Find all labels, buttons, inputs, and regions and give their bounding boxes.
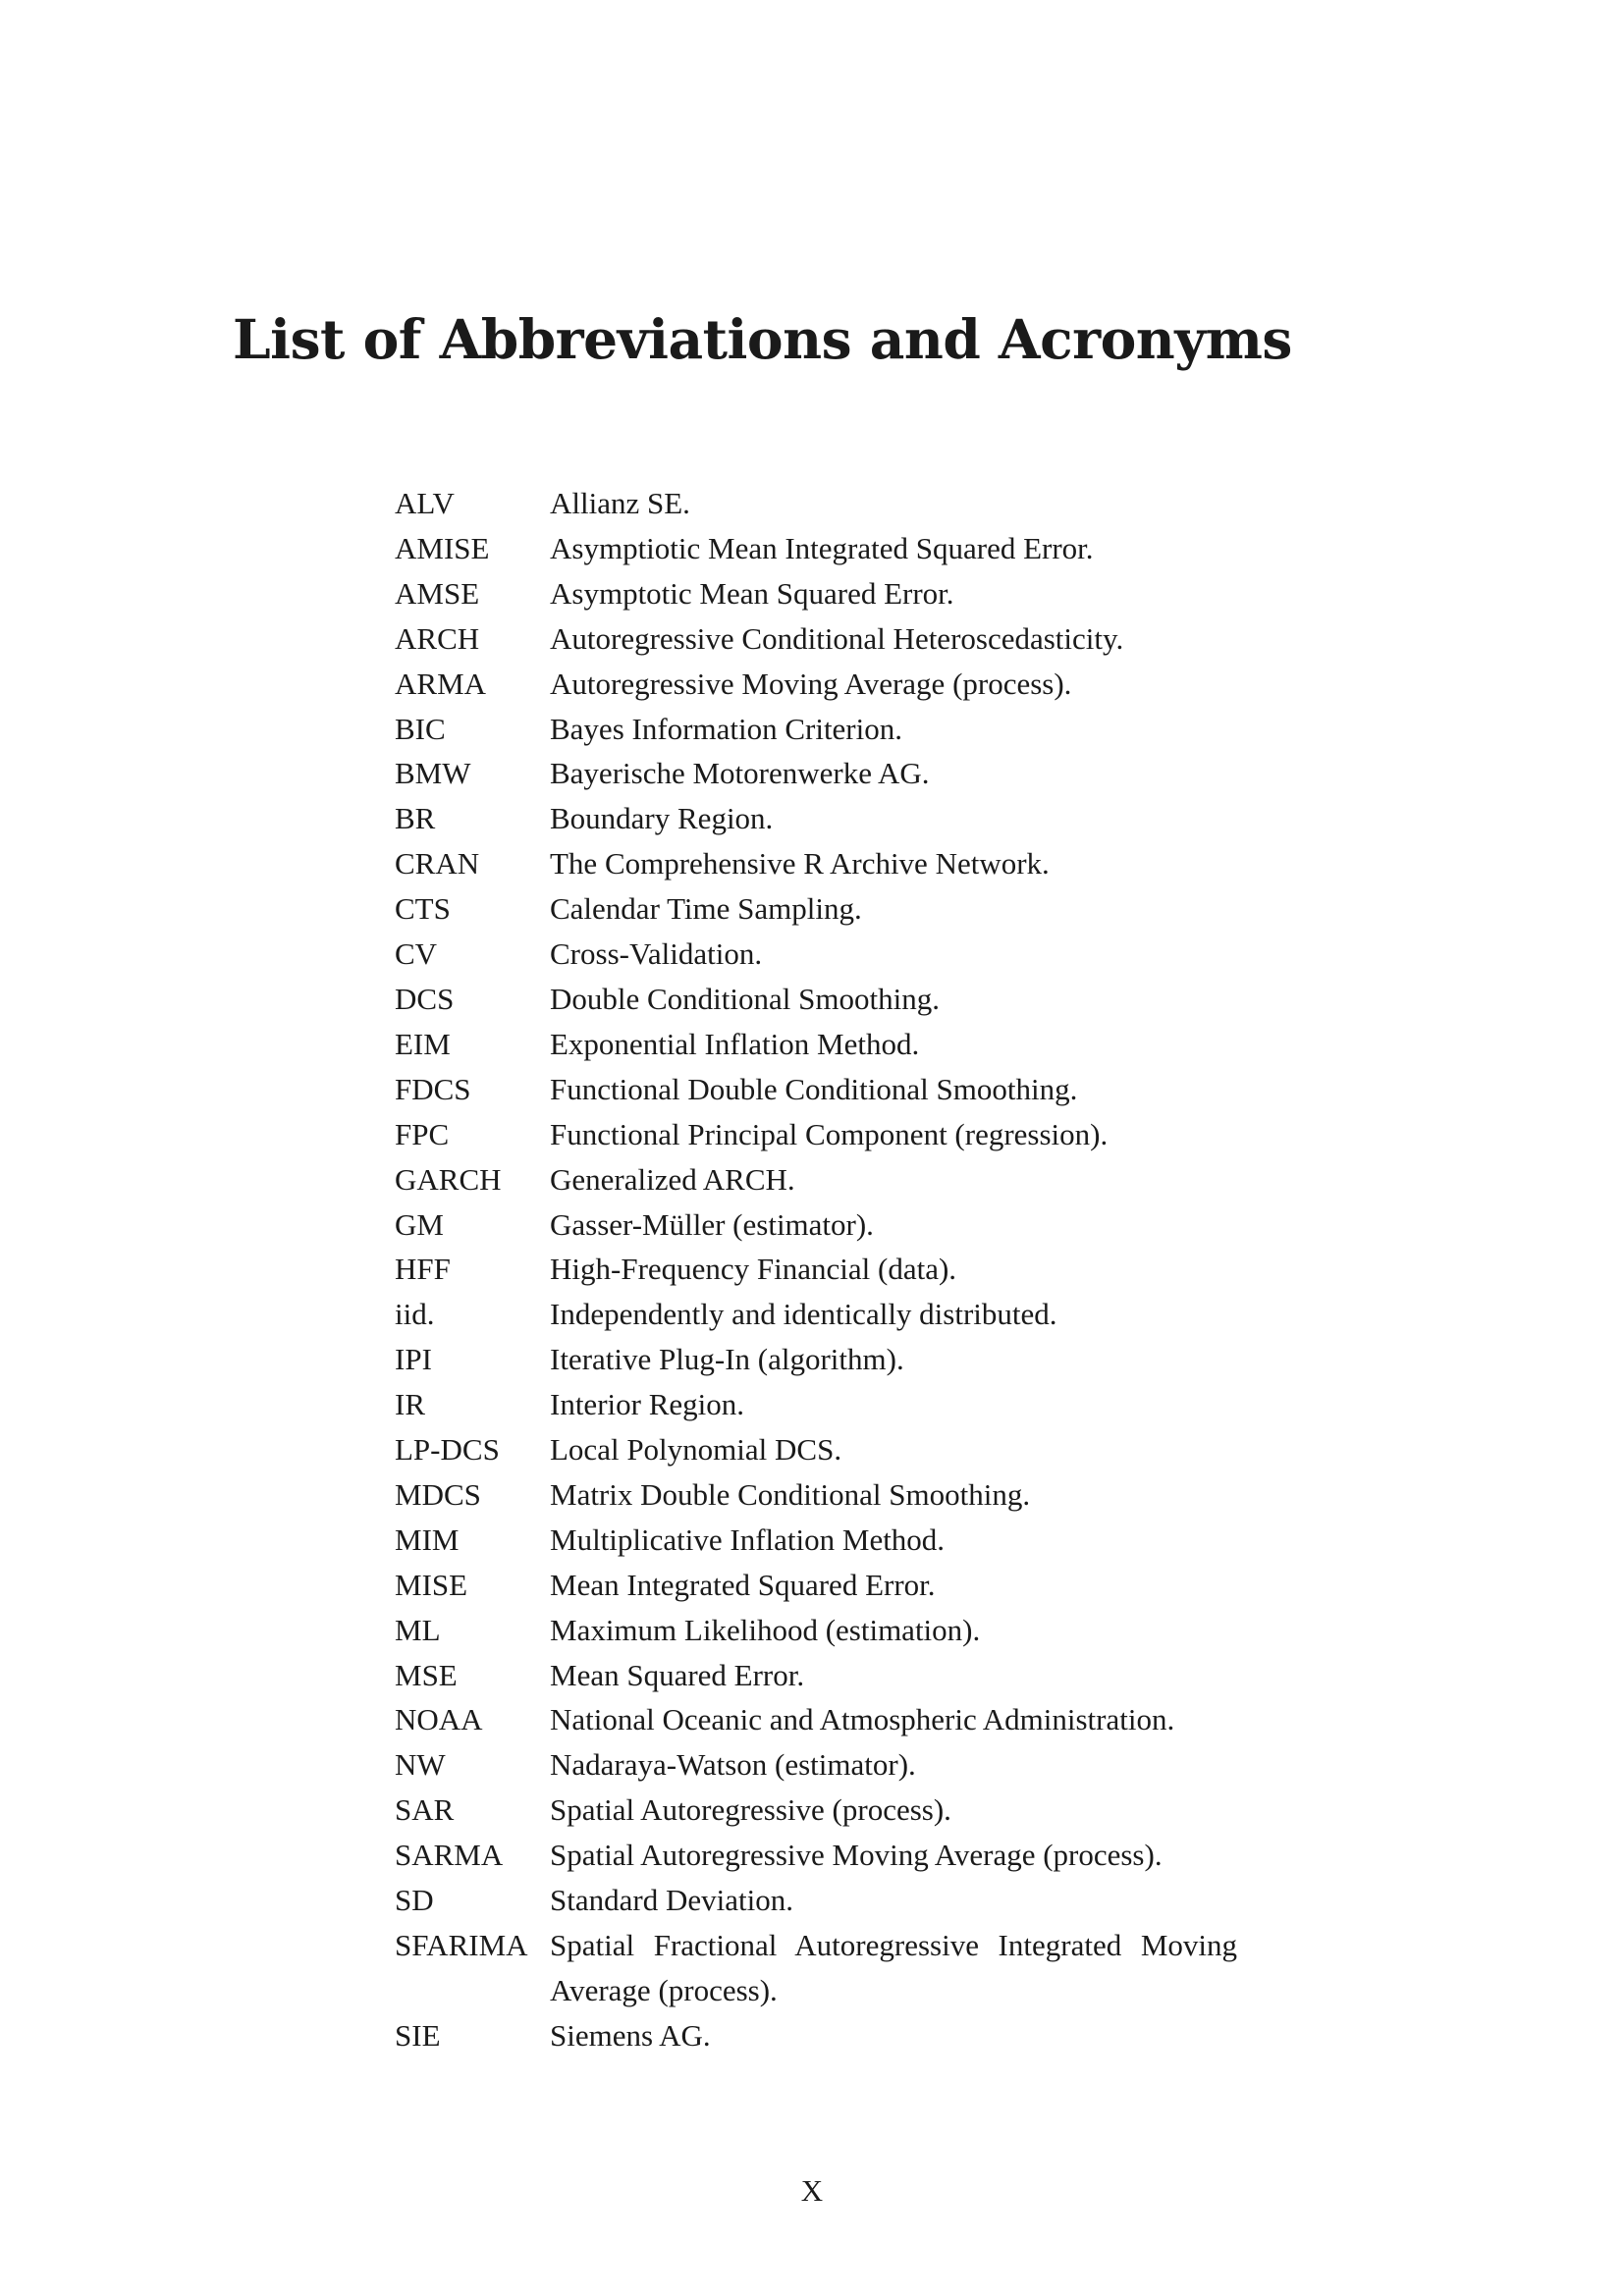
abbreviation-definition: Allianz SE.	[550, 486, 690, 520]
abbreviation-definition: Spatial Fractional Autoregressive Integrated Moving Average (process).	[550, 1928, 1237, 2007]
abbreviation-term: EIM	[395, 1026, 451, 1061]
abbreviation-row	[395, 1202, 1278, 1248]
abbreviation-term: iid.	[395, 1297, 435, 1332]
abbreviation-term: IPI	[395, 1342, 432, 1377]
abbreviation-row	[395, 1697, 1278, 1742]
abbreviation-row	[395, 662, 1278, 707]
abbreviation-row	[395, 481, 1278, 526]
abbreviation-term: ML	[395, 1612, 441, 1647]
abbreviation-row	[395, 707, 1278, 752]
abbreviation-row	[395, 1923, 1278, 2013]
abbreviation-definition: Siemens AG.	[550, 2017, 711, 2053]
abbreviation-definition: Autoregressive Moving Average (process).	[550, 666, 1072, 701]
abbreviation-term: SIE	[395, 2017, 441, 2053]
abbreviation-term: LP-DCS	[395, 1432, 500, 1468]
abbreviation-term: ARMA	[395, 666, 487, 701]
abbreviation-row	[395, 616, 1278, 662]
abbreviation-term: MDCS	[395, 1476, 481, 1512]
abbreviation-definition: Mean Squared Error.	[550, 1657, 805, 1692]
abbreviation-term: AMSE	[395, 575, 480, 611]
abbreviation-row	[395, 1653, 1278, 1698]
abbreviation-term: ARCH	[395, 620, 480, 656]
abbreviation-term: BR	[395, 801, 436, 836]
abbreviation-definition: Mean Integrated Squared Error.	[550, 1567, 936, 1602]
abbreviation-row	[395, 1112, 1278, 1157]
abbreviation-row	[395, 1337, 1278, 1382]
abbreviation-list	[395, 481, 1278, 2058]
abbreviation-row	[395, 1427, 1278, 1472]
abbreviation-row	[395, 977, 1278, 1022]
abbreviation-definition: Multiplicative Inflation Method.	[550, 1522, 946, 1557]
abbreviation-definition: Iterative Plug-In (algorithm).	[550, 1342, 904, 1377]
abbreviation-term: GARCH	[395, 1161, 502, 1197]
abbreviation-row	[395, 1247, 1278, 1292]
abbreviation-row	[395, 1157, 1278, 1202]
abbreviation-definition: High-Frequency Financial (data).	[550, 1252, 957, 1287]
abbreviation-definition: Boundary Region.	[550, 801, 774, 836]
abbreviation-row	[395, 1292, 1278, 1337]
abbreviation-term: AMISE	[395, 530, 490, 565]
abbreviation-definition: Functional Double Conditional Smoothing.	[550, 1071, 1078, 1106]
abbreviation-definition: Bayes Information Criterion.	[550, 711, 902, 746]
abbreviation-definition: Spatial Autoregressive (process).	[550, 1792, 951, 1828]
abbreviation-term: SFARIMA	[395, 1928, 528, 1962]
abbreviation-definition: Standard Deviation.	[550, 1883, 793, 1918]
abbreviation-term: SARMA	[395, 1838, 504, 1873]
abbreviation-term: IR	[395, 1387, 425, 1422]
abbreviation-definition: National Oceanic and Atmospheric Administration.	[550, 1702, 1175, 1737]
abbreviation-definition: Interior Region.	[550, 1387, 745, 1422]
abbreviation-term: GM	[395, 1206, 444, 1242]
abbreviation-row	[395, 1608, 1278, 1653]
abbreviation-term: SAR	[395, 1792, 455, 1828]
abbreviation-definition: Autoregressive Conditional Heteroscedasticity.	[550, 620, 1124, 656]
abbreviation-row	[395, 526, 1278, 571]
abbreviation-term: MISE	[395, 1567, 468, 1602]
abbreviation-row	[395, 796, 1278, 841]
abbreviation-row	[395, 1563, 1278, 1608]
abbreviation-row	[395, 1833, 1278, 1878]
abbreviation-definition: Bayerische Motorenwerke AG.	[550, 756, 930, 791]
abbreviation-term: CV	[395, 936, 438, 972]
abbreviation-term: NOAA	[395, 1702, 483, 1737]
abbreviation-row	[395, 1788, 1278, 1833]
abbreviation-row	[395, 1518, 1278, 1563]
abbreviation-term: ALV	[395, 486, 455, 520]
abbreviation-row	[395, 886, 1278, 932]
abbreviation-definition: Independently and identically distributed.	[550, 1297, 1057, 1332]
abbreviation-row	[395, 1382, 1278, 1427]
abbreviation-row	[395, 841, 1278, 886]
abbreviation-definition: Local Polynomial DCS.	[550, 1432, 842, 1468]
abbreviation-definition: Asymptiotic Mean Integrated Squared Error.	[550, 530, 1094, 565]
abbreviation-term: NW	[395, 1747, 446, 1783]
page-title: List of Abbreviations and Acronyms	[233, 307, 1292, 371]
abbreviation-row	[395, 932, 1278, 977]
abbreviation-term: CRAN	[395, 846, 480, 881]
abbreviation-row	[395, 2013, 1278, 2058]
abbreviation-term: MIM	[395, 1522, 460, 1557]
abbreviation-term: MSE	[395, 1657, 458, 1692]
abbreviation-definition: Double Conditional Smoothing.	[550, 981, 940, 1016]
page-number: X	[800, 2173, 824, 2208]
abbreviation-definition: Functional Principal Component (regression).	[550, 1116, 1109, 1151]
abbreviation-definition: The Comprehensive R Archive Network.	[550, 846, 1050, 881]
abbreviation-definition: Matrix Double Conditional Smoothing.	[550, 1476, 1031, 1512]
abbreviation-term: FPC	[395, 1116, 450, 1151]
abbreviation-term: BIC	[395, 711, 446, 746]
abbreviation-definition: Spatial Autoregressive Moving Average (process).	[550, 1838, 1163, 1873]
abbreviation-definition: Calendar Time Sampling.	[550, 891, 862, 927]
abbreviation-definition: Cross-Validation.	[550, 936, 763, 972]
abbreviation-term: HFF	[395, 1252, 451, 1287]
abbreviation-definition: Nadaraya-Watson (estimator).	[550, 1747, 916, 1783]
abbreviation-row	[395, 571, 1278, 616]
abbreviation-definition: Gasser-Müller (estimator).	[550, 1206, 874, 1242]
abbreviation-definition: Generalized ARCH.	[550, 1161, 795, 1197]
abbreviation-row	[395, 1472, 1278, 1518]
abbreviation-term: SD	[395, 1883, 434, 1918]
abbreviation-term: CTS	[395, 891, 451, 927]
abbreviation-row	[395, 1878, 1278, 1923]
abbreviation-row	[395, 751, 1278, 796]
abbreviation-term: BMW	[395, 756, 471, 791]
abbreviation-term: FDCS	[395, 1071, 471, 1106]
abbreviation-row	[395, 1742, 1278, 1788]
abbreviation-definition: Maximum Likelihood (estimation).	[550, 1612, 981, 1647]
abbreviation-term: DCS	[395, 981, 455, 1016]
abbreviation-row	[395, 1067, 1278, 1112]
abbreviation-definition: Asymptotic Mean Squared Error.	[550, 575, 954, 611]
abbreviation-definition: Exponential Inflation Method.	[550, 1026, 920, 1061]
abbreviation-row	[395, 1022, 1278, 1067]
